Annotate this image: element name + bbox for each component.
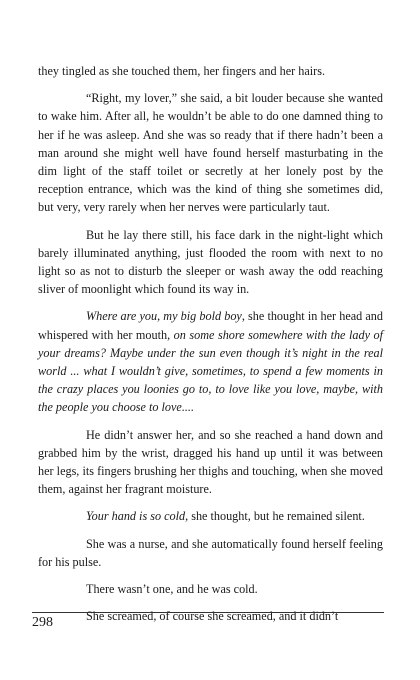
book-page <box>32 0 383 680</box>
footer-rule <box>32 612 384 613</box>
text-run: There wasn’t one, and he was cold. <box>86 582 258 597</box>
italic-text-run: Your hand is so cold <box>86 509 186 524</box>
text-run: But he lay there still, his face dark in the night-light which barely illuminated anything, just flooded the room with next to no light so as not to disturb the sleeper or wash away the odd reaching sliver of moonlight which found its way in. <box>38 227 383 297</box>
paragraph <box>38 226 383 299</box>
paragraph <box>38 580 383 598</box>
page-number: 298 <box>32 615 53 630</box>
text-run: He didn’t answer her, and so she reached a hand down and grabbed him by the wrist, dragged his hand up until it was between her legs, its fingers brushing her thighs and touching, when she moved them, against her fragrant moisture. <box>38 427 383 497</box>
body-text <box>38 62 383 634</box>
italic-text-run: on some shore somewhere with the lady of your dreams? Maybe under the sun even though it’s night in the real world ... what I wouldn’t give, sometimes, to spend a few moments in the crazy places you loonies go to, to love like you love, maybe, with the people you choose to love.... <box>38 327 383 415</box>
text-run: She was a nurse, and she automatically found herself feeling for his pulse. <box>38 536 383 569</box>
paragraph <box>38 426 383 499</box>
paragraph <box>38 307 383 416</box>
paragraph <box>38 62 383 80</box>
text-run: “Right, my lover,” she said, a bit louder because she wanted to wake him. After all, he wouldn’t be able to do one damned thing to her if he was asleep. And she was so ready that if there hadn’t been a man around she might well have found herself masturbating in the dim light of the staff toilet or secretly at her lonely post by the reception entrance, which was the kind of thing she sometimes did, but very, very rarely when her nerves were particularly taut. <box>38 91 383 215</box>
text-run: , she thought, but he remained silent. <box>185 509 365 524</box>
paragraph <box>38 507 383 525</box>
text-run: She screamed, of course she screamed, and it didn’t <box>86 609 339 624</box>
paragraph <box>38 607 383 625</box>
text-run: , she thought in her head and whispered with her mouth, <box>38 309 383 342</box>
paragraph <box>38 89 383 216</box>
text-run: they tingled as she touched them, her fingers and her hairs. <box>38 64 325 78</box>
italic-text-run: Where are you, my big bold boy <box>86 309 242 324</box>
paragraph <box>38 535 383 571</box>
